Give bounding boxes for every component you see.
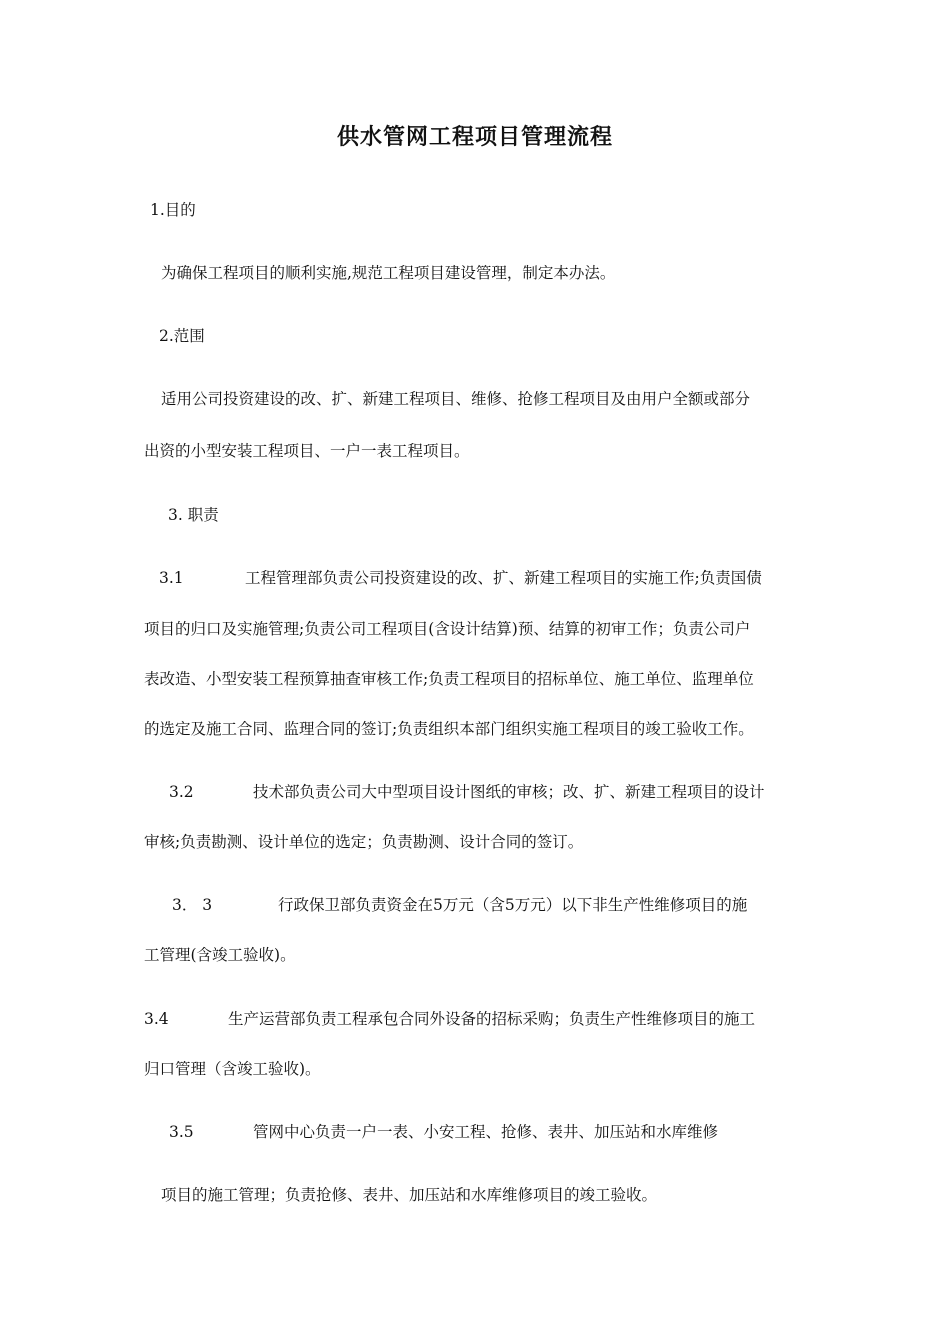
purpose-heading: 1.目的 <box>150 201 196 219</box>
purpose-text: 为确保工程项目的顺利实施,规范工程项目建设管理，制定本办法。 <box>161 264 616 282</box>
duty-3-1-line-3: 表改造、小型安装工程预算抽查审核工作;负责工程项目的招标单位、施工单位、监理单位 <box>144 670 754 688</box>
scope-text-line-2: 出资的小型安装工程项目、一户一表工程项目。 <box>144 442 470 460</box>
duty-3-4-line-1: 生产运营部负责工程承包合同外设备的招标采购；负责生产性维修项目的施工 <box>228 1010 756 1028</box>
duty-3-5-line-2: 项目的施工管理；负责抢修、表井、加压站和水库维修项目的竣工验收。 <box>161 1186 658 1204</box>
duty-3-1-line-4: 的选定及施工合同、监理合同的签订;负责组织本部门组织实施工程项目的竣工验收工作。 <box>144 720 754 738</box>
duties-heading: 3. 职责 <box>168 506 219 524</box>
duty-3-5-line-1: 管网中心负责一户一表、小安工程、抢修、表井、加压站和水库维修 <box>253 1123 719 1141</box>
duty-3-4-line-2: 归口管理（含竣工验收)。 <box>144 1060 321 1078</box>
duty-3-2-line-1: 技术部负责公司大中型项目设计图纸的审核；改、扩、新建工程项目的设计 <box>253 783 765 801</box>
duty-3-1-line-2: 项目的归口及实施管理;负责公司工程项目(含设计结算)预、结算的初审工作；负责公司户 <box>144 620 751 638</box>
duty-3-2-line-2: 审核;负责勘测、设计单位的选定；负责勘测、设计合同的签订。 <box>144 833 584 851</box>
scope-heading: 2.范围 <box>159 327 205 345</box>
duty-3-3-line-1: 行政保卫部负责资金在5万元（含5万元）以下非生产性维修项目的施 <box>278 896 748 914</box>
duty-3-4-number: 3.4 <box>144 1010 169 1028</box>
duty-3-3-number: 3． 3 <box>172 896 213 914</box>
duty-3-2-number: 3.2 <box>169 783 194 801</box>
duty-3-5-number: 3.5 <box>169 1123 194 1141</box>
scope-text-line-1: 适用公司投资建设的改、扩、新建工程项目、维修、抢修工程项目及由用户全额或部分 <box>161 390 751 408</box>
document-title: 供水管网工程项目管理流程 <box>336 124 613 150</box>
duty-3-1-number: 3.1 <box>159 569 184 587</box>
duty-3-1-line-1: 工程管理部负责公司投资建设的改、扩、新建工程项目的实施工作;负责国债 <box>245 569 762 587</box>
duty-3-3-line-2: 工管理(含竣工验收)。 <box>144 946 296 964</box>
